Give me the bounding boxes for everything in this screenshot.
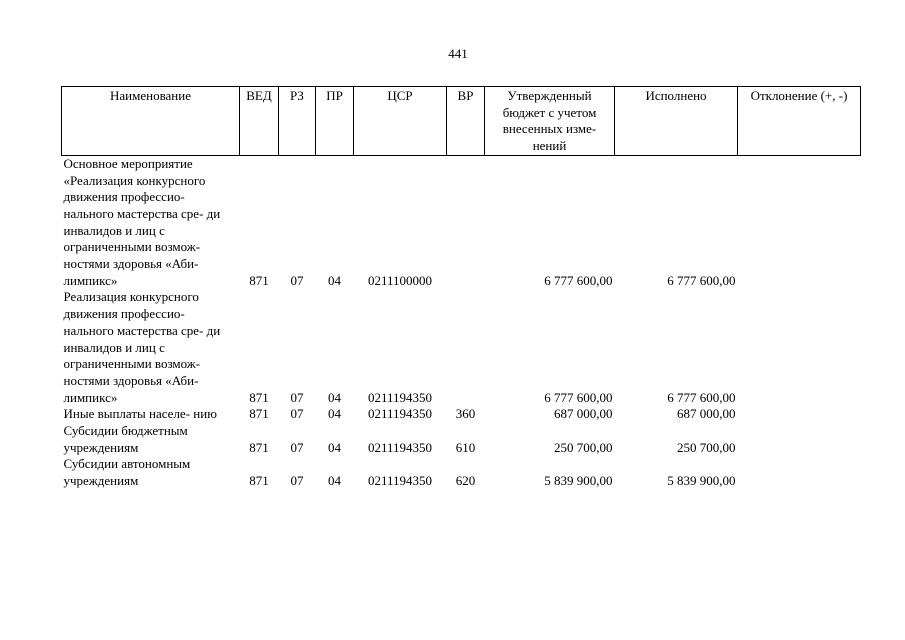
row-ved: 871 xyxy=(249,439,269,455)
row-name: Субсидии автономным учреждениям xyxy=(63,456,191,489)
row-pr: 04 xyxy=(328,272,341,288)
header-deviation: Отклонение (+, -) xyxy=(738,87,861,156)
header-pr: ПР xyxy=(316,87,354,156)
row-rz: 07 xyxy=(290,406,304,422)
table-row xyxy=(62,456,861,489)
header-rz: РЗ xyxy=(279,87,316,156)
row-executed: 6 777 600,00 xyxy=(667,272,736,288)
table-header xyxy=(62,87,861,156)
row-rz: 07 xyxy=(290,389,304,405)
row-pr: 04 xyxy=(328,389,341,405)
row-name: Иные выплаты населе- нию xyxy=(63,406,217,422)
row-rz: 07 xyxy=(290,439,304,455)
page-number: 441 xyxy=(448,46,468,61)
row-csr: 0211194350 xyxy=(367,406,433,422)
row-pr: 04 xyxy=(328,406,341,422)
row-vr: 620 xyxy=(455,473,476,489)
row-vr xyxy=(447,289,485,406)
row-csr: 0211100000 xyxy=(367,272,433,288)
row-name: Реализация конкурсного движения профессио- нального мастерства сре- ди инвалидов и лиц с ограниченными возмож- ностями здоровья «Аби- лимпикс» xyxy=(63,289,221,405)
header-executed: Исполнено xyxy=(615,87,738,156)
row-pr: 04 xyxy=(328,439,341,455)
row-vr: 360 xyxy=(455,406,476,422)
row-csr: 0211194350 xyxy=(367,473,433,489)
budget-execution-table xyxy=(61,86,861,490)
row-pr: 04 xyxy=(328,473,341,489)
row-deviation xyxy=(738,456,861,489)
row-budget: 687 000,00 xyxy=(554,406,613,422)
row-name: Основное мероприятие «Реализация конкурсного движения профессио- нального мастерства сре- ди инвалидов и лиц с ограниченными возмож- ностями здоровья «Аби- лимпикс» xyxy=(63,155,221,288)
row-csr: 0211194350 xyxy=(367,389,433,405)
table-row xyxy=(62,423,861,456)
row-csr: 0211194350 xyxy=(367,439,433,455)
row-ved: 871 xyxy=(249,473,269,489)
row-rz: 07 xyxy=(290,473,304,489)
row-budget: 250 700,00 xyxy=(554,439,613,455)
row-deviation xyxy=(738,423,861,456)
header-vr: ВР xyxy=(447,87,485,156)
table-body xyxy=(62,155,861,490)
row-name: Субсидии бюджетным учреждениям xyxy=(63,423,188,455)
table-row xyxy=(62,406,861,423)
row-deviation xyxy=(738,406,861,423)
row-rz: 07 xyxy=(290,272,304,288)
row-deviation xyxy=(738,289,861,406)
table-row xyxy=(62,155,861,289)
header-name: Наименование xyxy=(62,87,240,156)
row-executed: 250 700,00 xyxy=(677,439,736,455)
header-budget: Утвержденный бюджет с учетом внесенных изме- нений xyxy=(485,87,615,156)
row-executed: 6 777 600,00 xyxy=(667,389,736,405)
row-budget: 5 839 900,00 xyxy=(544,473,613,489)
row-vr xyxy=(447,155,485,289)
row-ved: 871 xyxy=(249,272,269,288)
row-deviation xyxy=(738,155,861,289)
row-ved: 871 xyxy=(249,389,269,405)
row-ved: 871 xyxy=(249,406,269,422)
row-executed: 5 839 900,00 xyxy=(667,473,736,489)
row-executed: 687 000,00 xyxy=(677,406,736,422)
row-budget: 6 777 600,00 xyxy=(544,272,613,288)
row-budget: 6 777 600,00 xyxy=(544,389,613,405)
table-row xyxy=(62,289,861,406)
header-ved: ВЕД xyxy=(240,87,279,156)
header-csr: ЦСР xyxy=(354,87,447,156)
row-vr: 610 xyxy=(455,439,476,455)
